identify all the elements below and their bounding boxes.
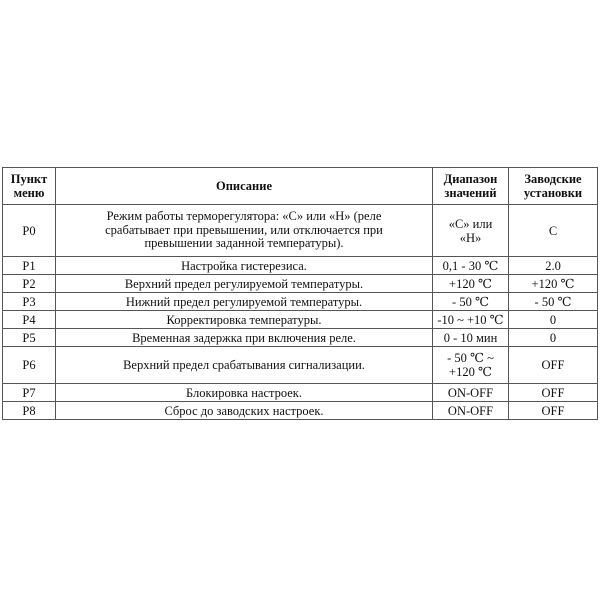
cell-range-line: «C» или [448,216,493,231]
cell-description: Верхний предел регулируемой температуры. [56,275,433,293]
cell-item: P1 [3,257,56,275]
table-header-row [3,168,598,205]
cell-description-line: Режим работы терморегулятора: «C» или «H» (реле [106,209,382,224]
cell-factory: 0 [509,329,598,347]
cell-description [56,205,433,257]
header-menu-item-line: меню [13,186,45,200]
header-menu-item [3,168,56,205]
cell-description-line: срабатывает при превышении, или отключается при [105,222,383,237]
cell-item: P6 [3,347,56,384]
cell-item: P7 [3,384,56,402]
table-row [3,347,598,384]
cell-item: P2 [3,275,56,293]
header-factory-line: установки [523,186,583,200]
table-row [3,329,598,347]
table-row [3,275,598,293]
cell-range [433,205,509,257]
cell-range: 0,1 - 30 ℃ [433,257,509,275]
header-menu-item-line: Пункт [10,172,48,186]
table-row [3,257,598,275]
cell-range-line: «H» [459,230,482,245]
header-range [433,168,509,205]
cell-range-line: - 50 ℃ ~ [447,351,494,365]
cell-description: Нижний предел регулируемой температуры. [56,293,433,311]
cell-factory: OFF [509,384,598,402]
cell-description-line: превышении заданной температуры). [144,236,344,251]
cell-factory: +120 ℃ [509,275,598,293]
cell-range [433,347,509,384]
table-row [3,293,598,311]
cell-factory: 2.0 [509,257,598,275]
table-row [3,384,598,402]
cell-range: -10 ~ +10 ℃ [433,311,509,329]
cell-factory: C [509,205,598,257]
table-row [3,311,598,329]
table-row [3,205,598,257]
cell-factory: OFF [509,402,598,420]
cell-range: ON-OFF [433,384,509,402]
header-range-line: значений [444,186,497,200]
cell-item: P8 [3,402,56,420]
cell-description: Верхний предел срабатывания сигнализации. [56,347,433,384]
cell-range: ON-OFF [433,402,509,420]
cell-range: - 50 ℃ [433,293,509,311]
cell-item: P0 [3,205,56,257]
cell-description: Настройка гистерезиса. [56,257,433,275]
cell-item: P5 [3,329,56,347]
cell-range-line: +120 ℃ [449,365,492,379]
cell-description: Блокировка настроек. [56,384,433,402]
cell-factory: OFF [509,347,598,384]
table-row [3,402,598,420]
cell-item: P3 [3,293,56,311]
cell-description: Сброс до заводских настроек. [56,402,433,420]
cell-range: 0 - 10 мин [433,329,509,347]
cell-item: P4 [3,311,56,329]
cell-range: +120 ℃ [433,275,509,293]
parameters-table [2,167,598,420]
header-factory-line: Заводские [524,172,582,186]
cell-factory: - 50 ℃ [509,293,598,311]
cell-factory: 0 [509,311,598,329]
header-range-line: Диапазон [443,172,498,186]
header-factory [509,168,598,205]
cell-description: Временная задержка при включения реле. [56,329,433,347]
cell-description: Корректировка температуры. [56,311,433,329]
header-description: Описание [56,168,433,205]
